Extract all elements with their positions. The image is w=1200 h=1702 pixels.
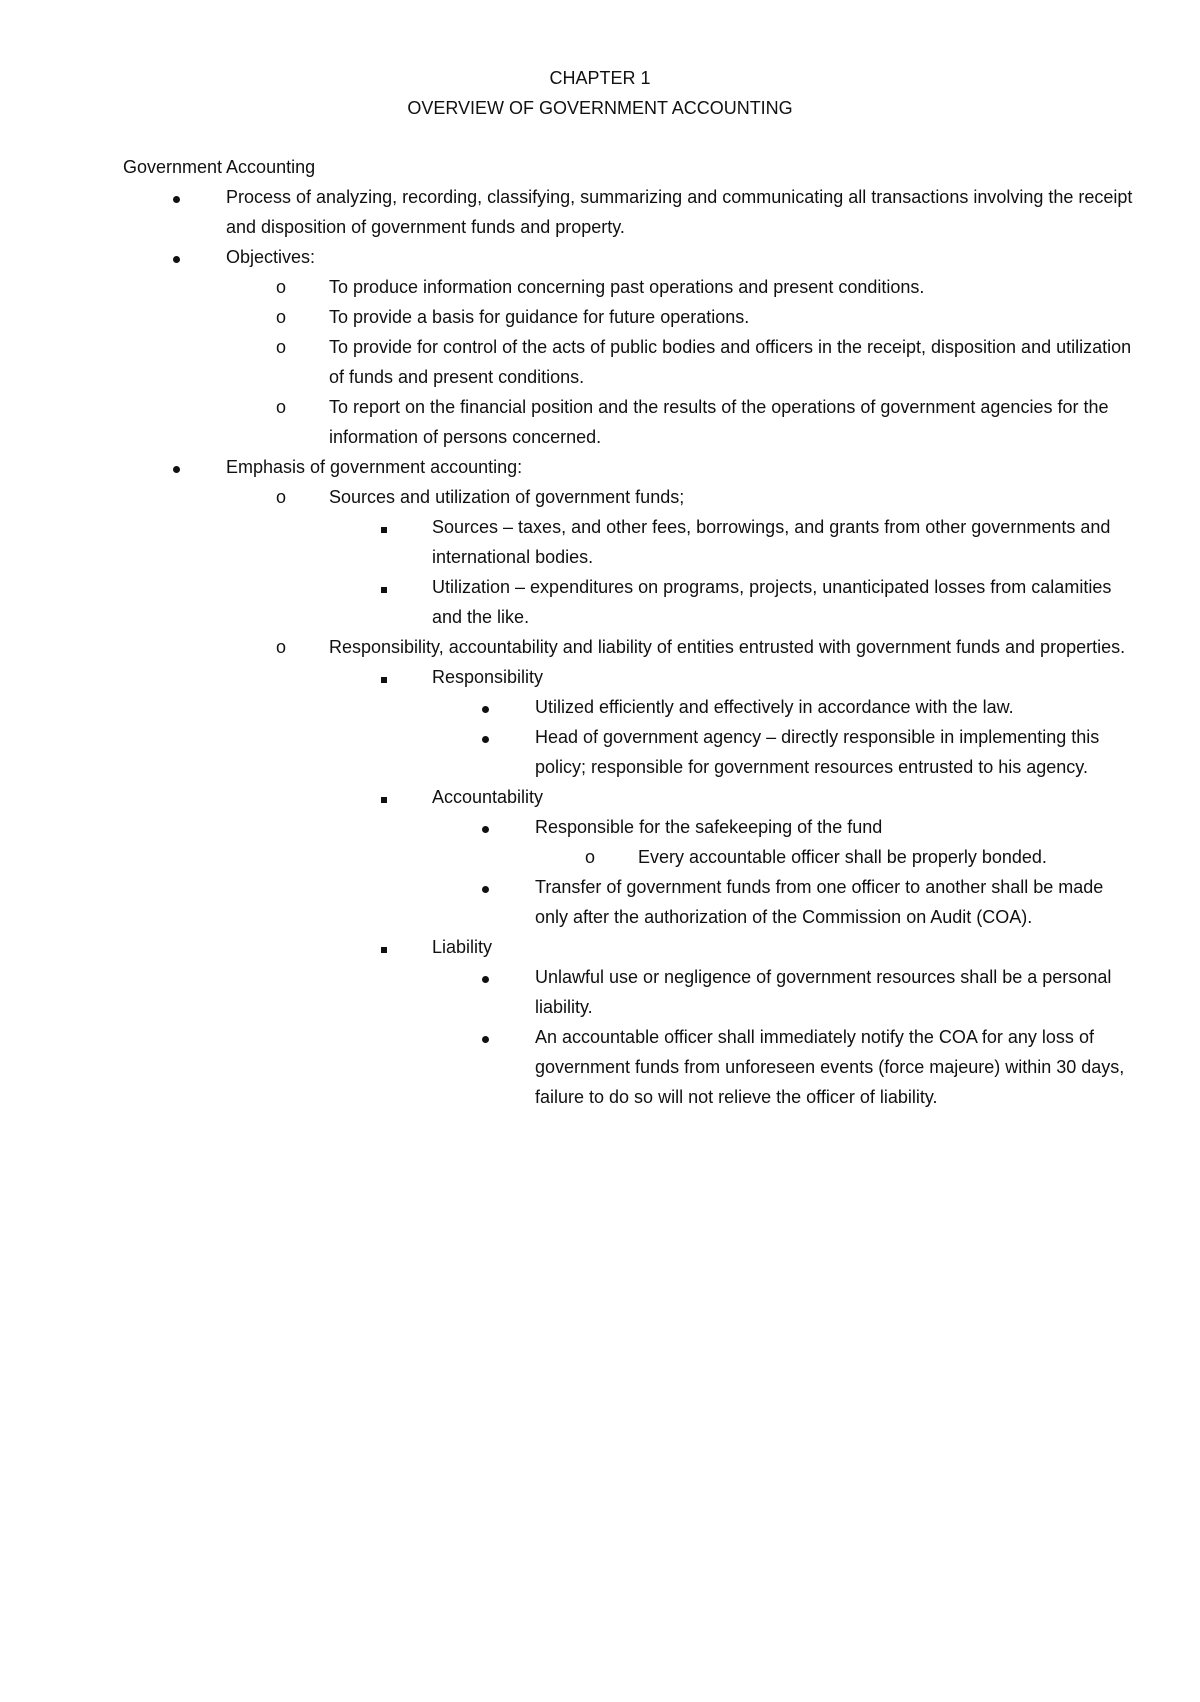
- list-item: [432, 512, 1133, 572]
- list-item: [535, 692, 1133, 722]
- bullet-icon: [482, 812, 489, 842]
- utilization-text: Utilization – expenditures on programs, projects, unanticipated losses from calamities and the like.: [432, 577, 1112, 627]
- accountability-text: Transfer of government funds from one officer to another shall be made only after the authorization of the Commission on Audit (COA).: [535, 877, 1104, 927]
- hollow-bullet-icon: o: [276, 307, 287, 327]
- hollow-bullet-icon: o: [276, 277, 287, 297]
- bullet-icon: [173, 182, 180, 212]
- hollow-bullet-icon: o: [585, 847, 596, 867]
- hollow-bullet-icon: o: [276, 337, 287, 357]
- list-item: [276, 482, 1133, 512]
- list-item: [276, 632, 1133, 662]
- list-item: [226, 182, 1133, 242]
- bullet-icon: [482, 962, 489, 992]
- document-title: OVERVIEW OF GOVERNMENT ACCOUNTING: [407, 98, 793, 118]
- objectives-label: Objectives:: [226, 247, 316, 267]
- list-item: [432, 572, 1133, 632]
- list-item: [535, 872, 1133, 932]
- chapter-label: CHAPTER 1: [549, 68, 651, 88]
- title-block: [0, 63, 1200, 123]
- list-item: [535, 1022, 1133, 1112]
- bullet-icon: [482, 872, 489, 902]
- hollow-bullet-icon: o: [276, 637, 287, 657]
- definition-text: Process of analyzing, recording, classifying, summarizing and communicating all transactions involving the receipt and disposition of government funds and property.: [226, 187, 1133, 237]
- hollow-bullet-icon: o: [276, 397, 287, 417]
- bullet-icon: [173, 452, 180, 482]
- list-item: [276, 392, 1133, 452]
- accountability-label: Accountability: [432, 787, 544, 807]
- bullet-icon: [482, 722, 489, 752]
- square-bullet-icon: [381, 662, 387, 692]
- list-item: [535, 812, 1133, 842]
- bullet-icon: [482, 1022, 489, 1052]
- section-heading: Government Accounting: [123, 157, 316, 177]
- responsibility-text: Utilized efficiently and effectively in accordance with the law.: [535, 697, 1014, 717]
- list-item: [432, 662, 1133, 692]
- square-bullet-icon: [381, 932, 387, 962]
- objective-text: To report on the financial position and the results of the operations of government agencies for the information of persons concerned.: [329, 397, 1109, 447]
- list-item: [585, 842, 1133, 872]
- accountability-text: Responsible for the safekeeping of the fund: [535, 817, 883, 837]
- list-item: [226, 452, 1133, 482]
- list-item: [535, 962, 1133, 1022]
- objective-text: To provide a basis for guidance for future operations.: [329, 307, 750, 327]
- square-bullet-icon: [381, 512, 387, 542]
- square-bullet-icon: [381, 572, 387, 602]
- list-item: [432, 932, 1133, 962]
- liability-text: Unlawful use or negligence of government resources shall be a personal liability.: [535, 967, 1112, 1017]
- emphasis-label: Emphasis of government accounting:: [226, 457, 523, 477]
- list-item: [276, 302, 1133, 332]
- list-item: [432, 782, 1133, 812]
- list-item: [226, 242, 1133, 272]
- bullet-icon: [173, 242, 180, 272]
- objective-text: To produce information concerning past operations and present conditions.: [329, 277, 925, 297]
- liability-label: Liability: [432, 937, 493, 957]
- hollow-bullet-icon: o: [276, 487, 287, 507]
- list-item: [276, 332, 1133, 392]
- sources-text: Sources – taxes, and other fees, borrowings, and grants from other governments and international bodies.: [432, 517, 1111, 567]
- responsibility-text: Head of government agency – directly responsible in implementing this policy; responsible for government resources entrusted to his agency.: [535, 727, 1100, 777]
- list-item: [276, 272, 1133, 302]
- document-body: [123, 152, 1133, 1112]
- liability-text: An accountable officer shall immediately notify the COA for any loss of government funds from unforeseen events (force majeure) within 30 days, failure to do so will not relieve the officer of liability.: [535, 1027, 1125, 1107]
- bullet-icon: [482, 692, 489, 722]
- square-bullet-icon: [381, 782, 387, 812]
- objective-text: To provide for control of the acts of public bodies and officers in the receipt, disposition and utilization of funds and present conditions.: [329, 337, 1132, 387]
- responsibility-group-label: Responsibility, accountability and liability of entities entrusted with government funds and properties.: [329, 637, 1126, 657]
- responsibility-label: Responsibility: [432, 667, 544, 687]
- sources-utilization-label: Sources and utilization of government funds;: [329, 487, 685, 507]
- list-item: [535, 722, 1133, 782]
- accountability-subtext: Every accountable officer shall be properly bonded.: [638, 847, 1047, 867]
